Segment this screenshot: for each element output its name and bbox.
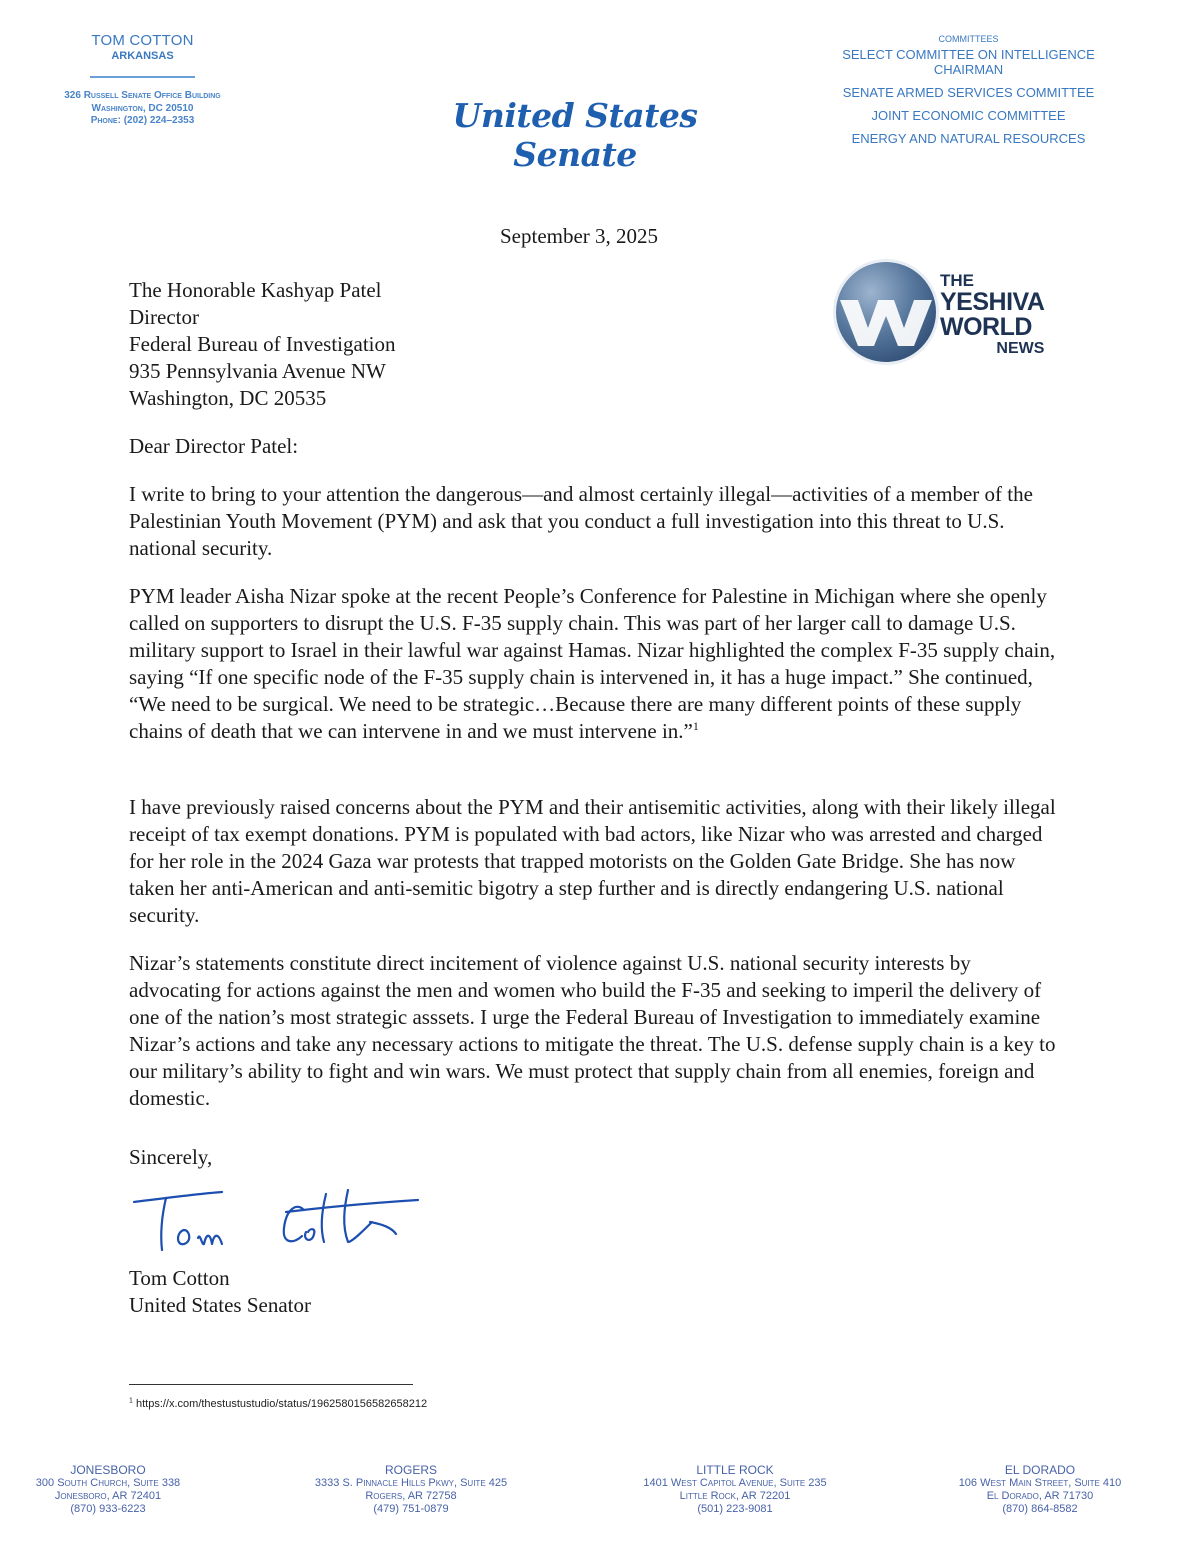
body-paragraph: I have previously raised concerns about the PYM and their antisemitic activities, along with their likely illegal receipt of tax exempt donations. PYM is populated with bad actors, like Nizar who was arrested and charged for her role in the 2024 Gaza war protests that trapped motorists on the Golden Gate Bridge. She has now taken her anti-American and anti-semitic bigotry a step further and is directly endangering U.S. national security. [129,795,1056,927]
office-rogers: ROGERS 3333 S. Pinnacle Hills Pkwy, Suite 425 Rogers, AR 72758 (479) 751-0879 [314,1463,508,1515]
yeshiva-world-news-logo-icon [836,262,936,362]
footnote-link[interactable]: https://x.com/thestustustudio/status/1962580156582658212 [135,1398,428,1410]
body-paragraph: PYM leader Aisha Nizar spoke at the recent People’s Conference for Palestine in Michigan where she openly called on supporters to disrupt the U.S. F-35 supply chain. This was part of her larger call to damage U.S. military support to Israel in their lawful war against Hamas. Nizar highlighted the complex F-35 supply chain, saying “If one specific node of the F-35 supply chain is intervened in, it has a huge impact.” She continued, “We need to be surgical. We need to be strategic…Because there are many different points of these supply chains of death that we can intervene in and we must intervene in.”$^1$ [129,584,1056,743]
closing: Sincerely, [129,1145,213,1169]
office-jonesboro: JONESBORO 300 South Church, Suite 338 Jonesboro, AR 72401 (870) 933-6223 [35,1463,181,1515]
senator-state: ARKANSAS [111,50,174,62]
handwritten-signature-icon [126,1180,446,1260]
committee-item: JOINT ECONOMIC COMMITTEE [871,108,1066,123]
dc-office-address: 326 Russell Senate Office Building Washington, DC 20510 Phone: (202) 224–2353 [64,90,221,126]
body-paragraph: I write to bring to your attention the dangerous—and almost certainly illegal—activities of a member of the Palestinian Youth Movement (PYM) and ask that you conduct a full investigation into this threat to U.S. national security. [129,482,1033,560]
senator-name: TOM COTTON [91,32,194,49]
letter-date: September 3, 2025 [500,224,659,248]
committee-item: ENERGY AND NATURAL RESOURCES [851,131,1086,146]
signer-title: United States Senator [129,1293,311,1317]
yeshiva-world-news-logo: THE YESHIVA WORLD NEWS [836,262,1066,366]
footnote-divider [129,1384,413,1385]
senate-title: United States Senate [452,96,698,174]
office-little-rock: LITTLE ROCK 1401 West Capitol Avenue, Suite 235 Little Rock, AR 72201 (501) 223-9081 [643,1463,827,1515]
recipient-address: The Honorable Kashyap Patel Director Federal Bureau of Investigation 935 Pennsylvania Avenue NW Washington, DC 20535 [129,278,396,410]
footnote-reference: 1 [692,719,699,733]
office-el-dorado: EL DORADO 106 West Main Street, Suite 410 El Dorado, AR 71730 (870) 864-8582 [958,1463,1122,1515]
committee-role: CHAIRMAN [933,62,1004,77]
committees-list [826,34,1111,154]
signer-name: Tom Cotton [129,1266,230,1290]
footnote: $^1$ https://x.com/thestustustudio/status/1962580156582658212 [129,1397,428,1410]
signer-block [129,1265,311,1319]
senator-letterhead [20,32,265,128]
salutation: Dear Director Patel: [129,434,299,458]
committee-item: SENATE ARMED SERVICES COMMITTEE [842,85,1095,100]
committees-label: COMMITTEES [938,34,999,44]
body-paragraph: Nizar’s statements constitute direct incitement of violence against U.S. national security interests by advocating for actions against the men and women who build the F-35 and seeking to imperil the delivery of one of the nation’s most strategic asssets. I urge the Federal Bureau of Investigation to immediately examine Nizar’s actions and take any necessary actions to mitigate the threat. The U.S. defense supply chain is a key to our military’s ability to fight and win wars. We must protect that supply chain from all enemies, foreign and domestic. [129,951,1056,1110]
letterhead-divider [90,76,195,78]
committee-item: SELECT COMMITTEE ON INTELLIGENCE CHAIRMAN [826,47,1111,77]
